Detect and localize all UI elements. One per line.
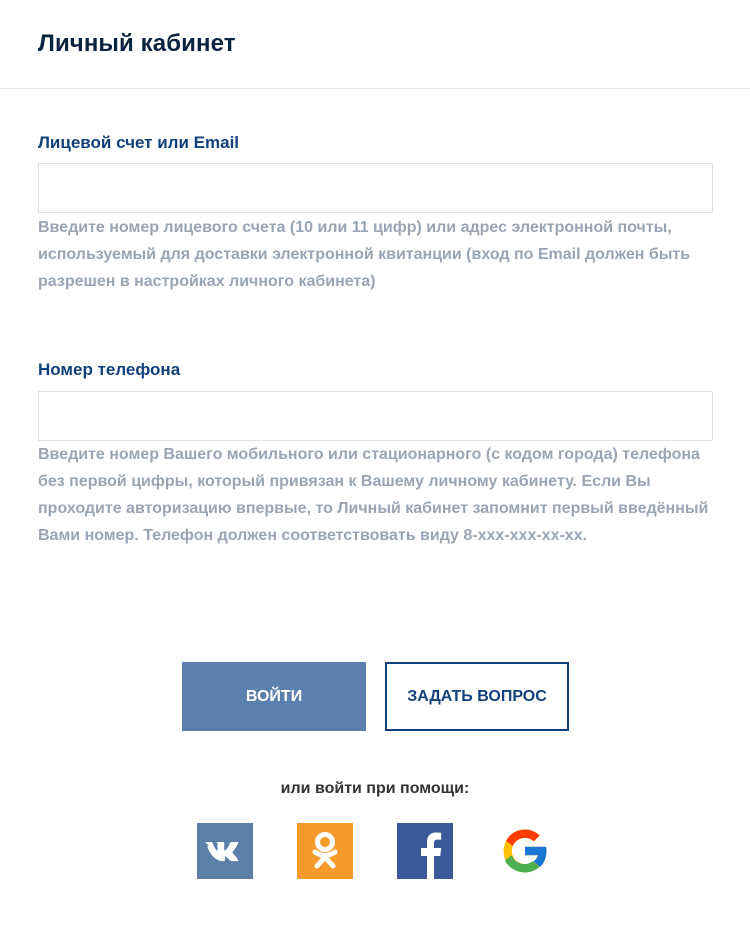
google-login-button[interactable] bbox=[497, 823, 553, 879]
login-field-group bbox=[38, 131, 713, 295]
login-input[interactable] bbox=[38, 163, 713, 213]
social-login-caption: или войти при помощи: bbox=[280, 780, 470, 797]
ask-question-button[interactable]: ЗАДАТЬ ВОПРОС bbox=[385, 662, 569, 731]
phone-label: Номер телефона bbox=[38, 360, 181, 379]
page-header bbox=[0, 0, 750, 89]
phone-input[interactable] bbox=[38, 391, 713, 441]
phone-hint: Введите номер Вашего мобильного или стационарного (с кодом города) телефона без первой цифры, который привязан к Вашему личному кабинету. Если Вы проходите авторизацию впервые, то Личный кабинет запомнит первый введённый Вами номер. Телефон должен соответствовать виду 8-xxx-xxx-xx-xx. bbox=[38, 446, 709, 544]
vk-login-button[interactable] bbox=[197, 823, 253, 879]
login-button[interactable]: ВОЙТИ bbox=[182, 662, 366, 731]
facebook-icon bbox=[397, 823, 453, 879]
login-label: Лицевой счет или Email bbox=[38, 133, 240, 152]
action-buttons bbox=[182, 662, 569, 731]
phone-field-group bbox=[38, 357, 713, 549]
facebook-login-button[interactable] bbox=[397, 823, 453, 879]
google-icon bbox=[497, 823, 553, 879]
social-login-buttons bbox=[197, 823, 553, 879]
page-title: Личный кабинет bbox=[38, 30, 236, 57]
vk-icon bbox=[197, 823, 253, 879]
ok-icon bbox=[297, 823, 353, 879]
ok-login-button[interactable] bbox=[297, 823, 353, 879]
login-hint: Введите номер лицевого счета (10 или 11 цифр) или адрес электронной почты, используемый для доставки электронной квитанции (вход по Email должен быть разрешен в настройках личного кабинета) bbox=[38, 219, 691, 290]
